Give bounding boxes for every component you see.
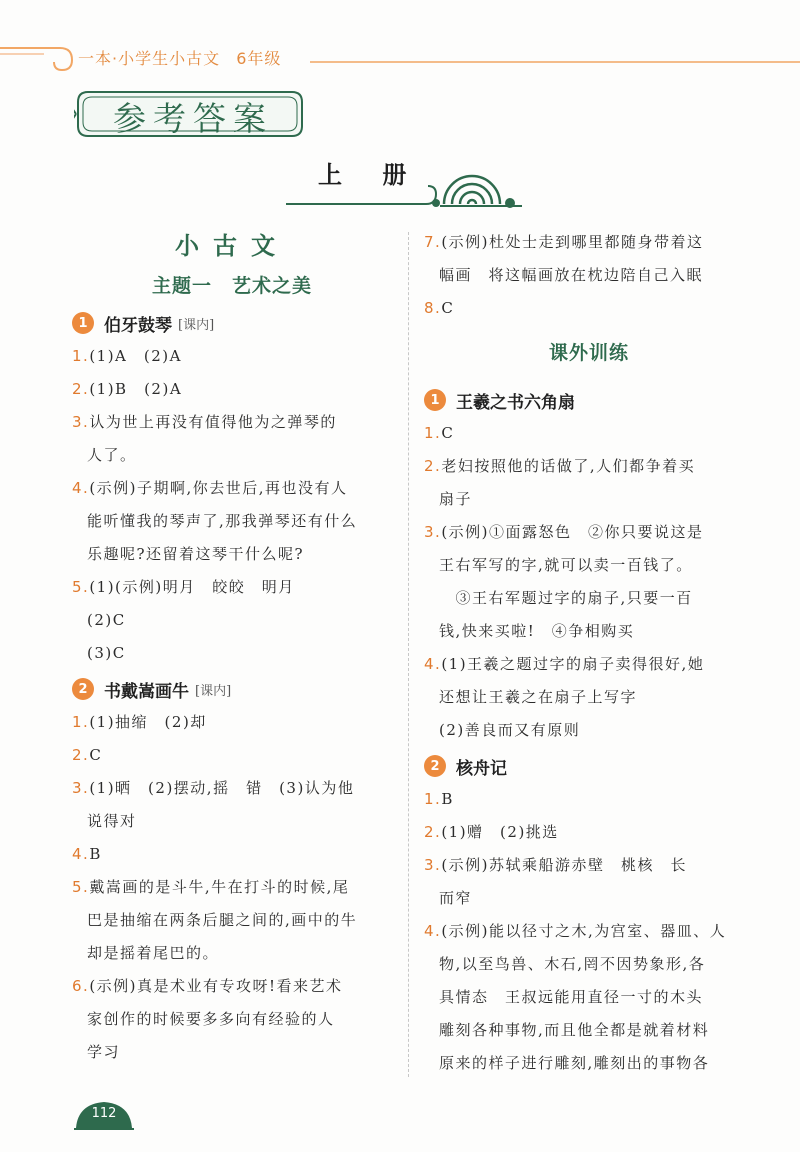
answer-line: ③王右军题过字的扇子,只要一百	[439, 589, 693, 607]
lesson-title: 书戴嵩画牛	[104, 681, 189, 702]
answer-line: 4.(1)王羲之题过字的扇子卖得很好,她	[424, 655, 705, 673]
answer-list	[72, 706, 392, 1069]
lesson-number-badge: 1	[72, 312, 94, 334]
answer-line: 1.C	[424, 424, 455, 442]
answer-list	[424, 417, 754, 747]
answer-line: 人了。	[87, 446, 137, 464]
lesson-heading	[424, 383, 754, 417]
answer-list	[72, 340, 392, 670]
answer-line: 3.(1)晒 (2)摆动,摇 错 (3)认为他	[72, 779, 355, 797]
answer-line: 巴是抽缩在两条后腿之间的,画中的牛	[87, 911, 358, 929]
volume-title: 上 册	[318, 161, 423, 189]
answer-line: 雕刻各种事物,而且他全都是就着材料	[439, 1021, 710, 1039]
answer-line: 说得对	[87, 812, 137, 830]
lesson-title: 核舟记	[456, 758, 507, 779]
answer-line: (2)善良而又有原则	[439, 721, 581, 739]
theme-title: 主题一 艺术之美	[151, 275, 312, 297]
answer-line: 原来的样子进行雕刻,雕刻出的事物各	[439, 1054, 710, 1072]
answer-line: 而窄	[439, 889, 473, 907]
answer-line: 1.(1)A (2)A	[72, 347, 182, 365]
volume-decoration	[286, 170, 526, 210]
right-column	[424, 226, 754, 1080]
answer-line: 1.(1)抽缩 (2)却	[72, 713, 207, 731]
answer-line: 具情态 王叔远能用直径一寸的木头	[439, 988, 704, 1006]
lesson-title: 伯牙鼓琴	[104, 315, 172, 336]
section-title: 课外训练	[548, 342, 629, 364]
answer-line: 4.B	[72, 845, 102, 863]
grade-label: 6年级	[236, 49, 282, 68]
lesson-tag: [课内]	[195, 683, 232, 699]
left-column	[72, 226, 392, 1069]
section-title: 小古文	[175, 232, 289, 260]
lesson-number-badge: 1	[424, 389, 446, 411]
answer-line: 2.(1)赠 (2)挑选	[424, 823, 559, 841]
answer-line: 能听懂我的琴声了,那我弹琴还有什么	[87, 512, 358, 530]
series-name: 一本·小学生小古文	[78, 49, 221, 68]
answer-line: 物,以至鸟兽、木石,罔不因势象形,各	[439, 955, 706, 973]
column-divider	[408, 232, 409, 1077]
answer-line: 却是摇着尾巴的。	[87, 944, 220, 962]
answer-line: 钱,快来买啦! ④争相购买	[439, 622, 635, 640]
answer-line: 家创作的时候要多多向有经验的人	[87, 1010, 335, 1028]
lesson-heading	[72, 306, 392, 340]
answer-line: 3.认为世上再没有值得他为之弹琴的	[72, 413, 337, 431]
answer-line: 学习	[87, 1043, 121, 1061]
answer-line: 5.(1)(示例)明月 皎皎 明月	[72, 578, 295, 596]
lesson-title: 王羲之书六角扇	[456, 392, 575, 413]
answer-line: 幅画 将这幅画放在枕边陪自己入眠	[439, 266, 704, 284]
answer-line: 4.(示例)能以径寸之木,为宫室、器皿、人	[424, 922, 727, 940]
answer-line: 3.(示例)苏轼乘船游赤壁 桃核 长	[424, 856, 688, 874]
lesson-heading	[72, 672, 392, 706]
answer-line: 王右军写的字,就可以卖一百钱了。	[439, 556, 693, 574]
answer-list	[424, 226, 754, 325]
answer-line: 7.(示例)杜处士走到哪里都随身带着这	[424, 233, 704, 251]
answer-line: 2.(1)B (2)A	[72, 380, 183, 398]
lesson-number-badge: 2	[424, 755, 446, 777]
answer-line: 扇子	[439, 490, 473, 508]
lesson-tag: [课内]	[178, 317, 215, 333]
answer-line: 3.(示例)①面露怒色 ②你只要说这是	[424, 523, 704, 541]
answer-list	[424, 783, 754, 1080]
answer-line: 乐趣呢?还留着这琴干什么呢?	[87, 545, 305, 563]
answer-line: 2.老妇按照他的话做了,人们都争着买	[424, 457, 696, 475]
answer-line: 1.B	[424, 790, 454, 808]
answer-line: (3)C	[87, 644, 126, 662]
answer-line: 还想让王羲之在扇子上写字	[439, 688, 638, 706]
lesson-heading	[424, 749, 754, 783]
answer-line: 5.戴嵩画的是斗牛,牛在打斗的时候,尾	[72, 878, 350, 896]
header-title	[78, 46, 281, 69]
page-title: 参考答案	[113, 99, 273, 138]
lesson-number-badge: 2	[72, 678, 94, 700]
answer-line: 2.C	[72, 746, 103, 764]
answer-line: (2)C	[87, 611, 126, 629]
answer-line: 6.(示例)真是术业有专攻呀!看来艺术	[72, 977, 343, 995]
page-number: 112	[91, 1106, 117, 1121]
answer-line: 8.C	[424, 299, 455, 317]
answer-line: 4.(示例)子期啊,你去世后,再也没有人	[72, 479, 348, 497]
